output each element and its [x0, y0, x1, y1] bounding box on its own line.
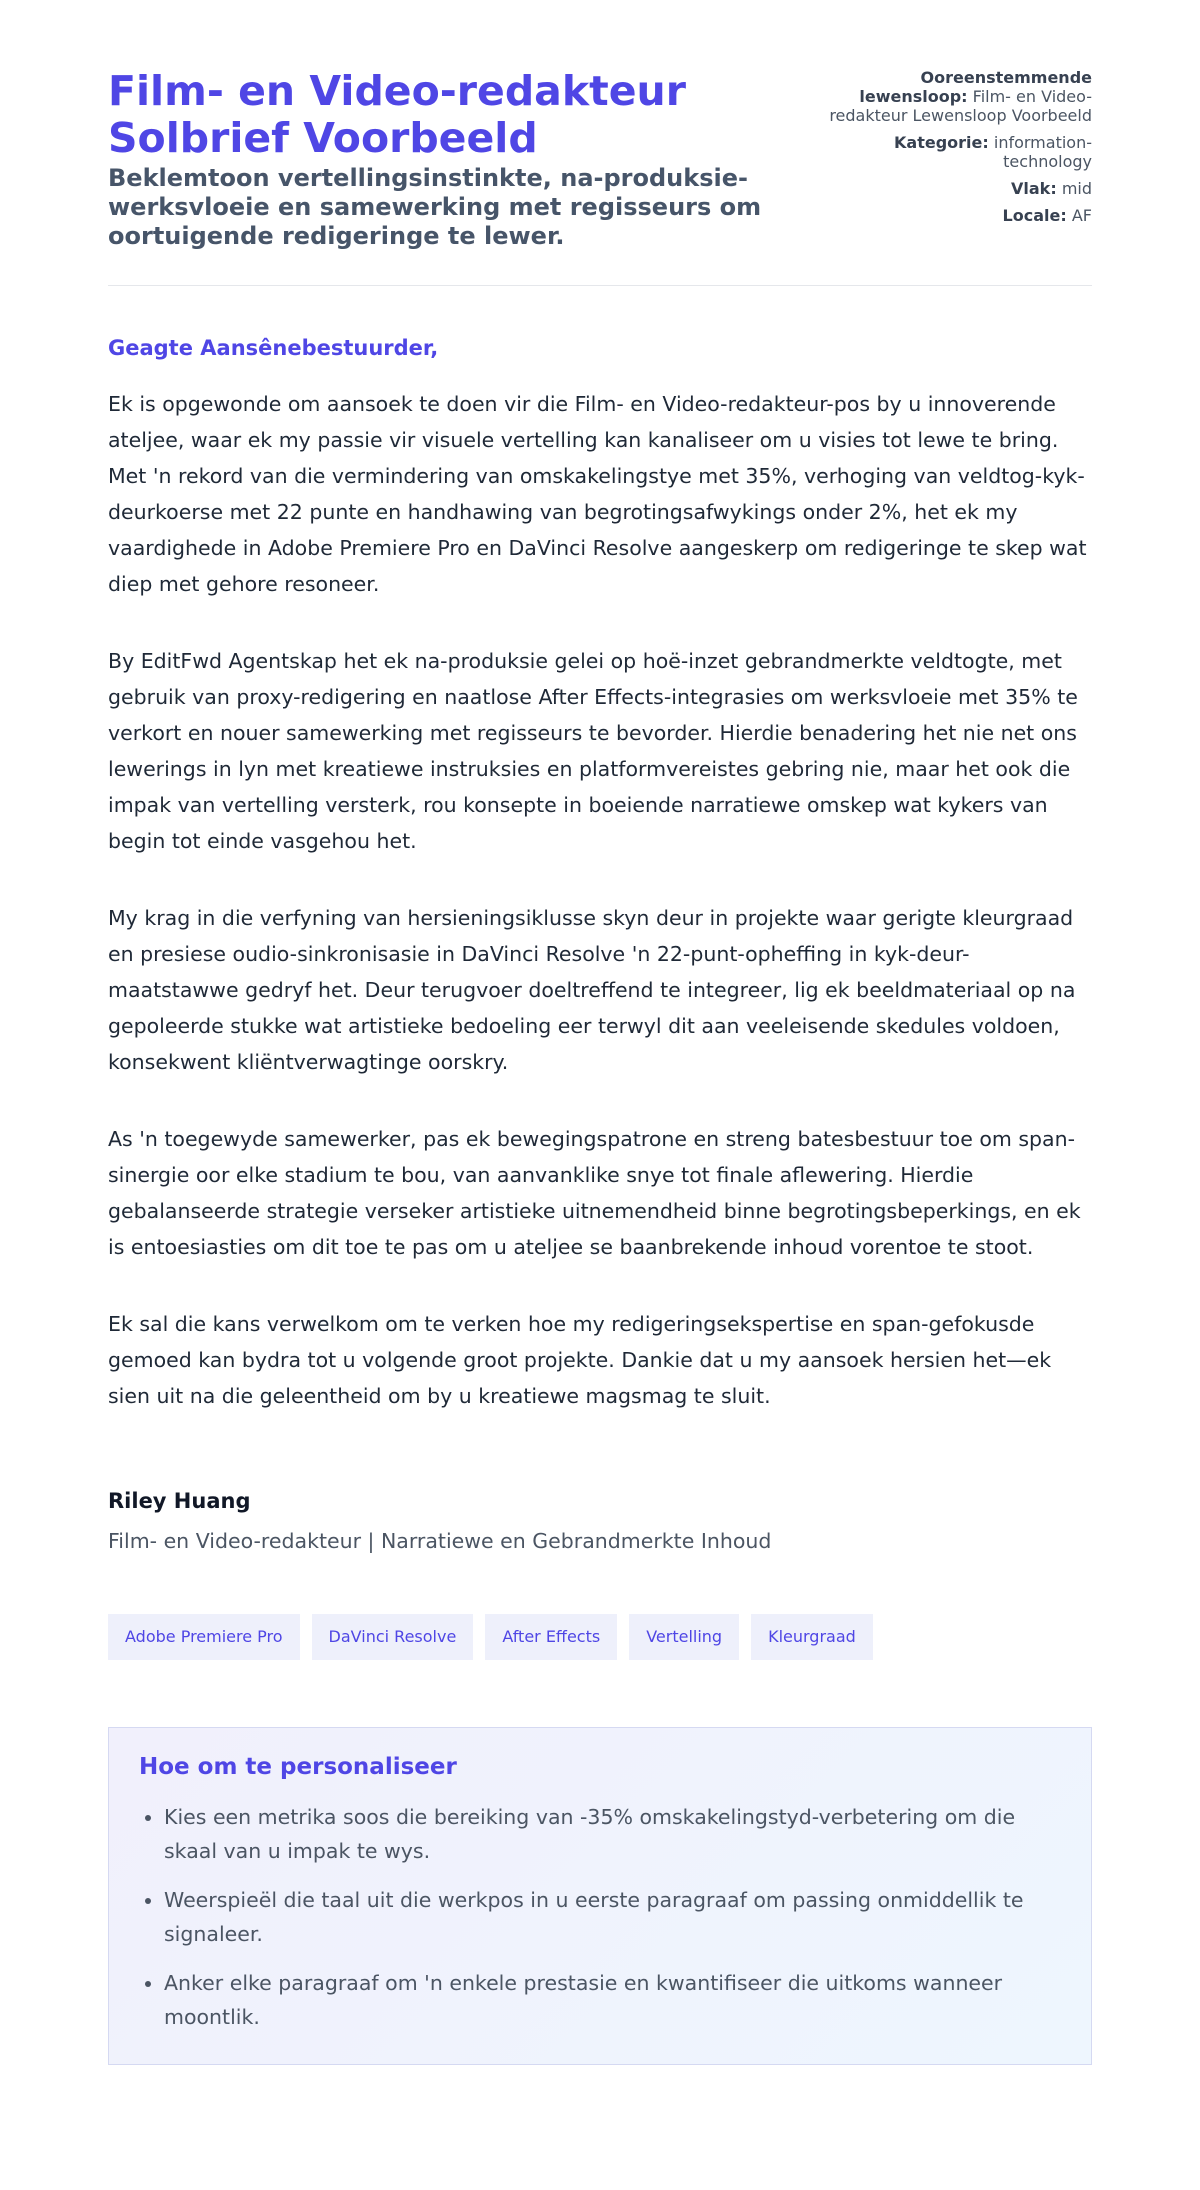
letter-paragraph: Ek is opgewonde om aansoek te doen vir die Film- en Video-redakteur-pos by u innoverende ateljee, waar ek my passie vir visuele vertelling kan kanaliseer om u visies tot lewe te bring. Met 'n rekord van die vermindering van omskakelingstye met 35%, verhoging van veldtog-kyk-deurkoerse met 22 punte en handhawing van begrotingsafwykings onder 2%, het ek my vaardighede in Adobe Premiere Pro en DaVinci Resolve aangeskerp om redigeringe te skep wat diep met gehore resoneer.	[108, 392, 1087, 596]
salutation: Geagte Aansênebestuurder,	[108, 336, 439, 360]
meta-value: information-technology	[993, 133, 1092, 171]
meta-key: Locale:	[1002, 206, 1067, 225]
letter-body	[108, 386, 1092, 1414]
meta-value-link[interactable]: Film- en Video-redakteur Lewensloop Voorbeeld	[829, 87, 1092, 125]
signature-name: Riley Huang	[108, 1489, 251, 1513]
meta-key: Ooreenstemmende lewensloop:	[859, 68, 1092, 106]
skill-tags	[108, 1614, 1092, 1660]
letter-paragraph: My krag in die verfyning van hersieningsiklusse skyn deur in projekte waar gerigte kleurgraad en presiese oudio-sinkronisasie in DaVinci Resolve 'n 22-punt-opheffing in kyk-deur-maatstawwe gedryf het. Deur terugvoer doeltreffend te integreer, lig ek beeldmateriaal op na gepoleerde stukke wat artistieke bedoeling eer terwyl dit aan veeleisende skedules voldoen, konsekwent kliëntverwagtinge oorskry.	[108, 906, 1076, 1074]
page-header	[108, 68, 1092, 286]
meta-panel	[822, 68, 1092, 233]
skill-tag: Vertelling	[629, 1614, 739, 1660]
tip-item: • Anker elke paragraaf om 'n enkele prestasie en kwantifiseer die uitkoms wanneer moontlik.	[164, 1966, 1061, 2034]
tips-title: Hoe om te personaliseer	[139, 1754, 457, 1780]
page-subtitle: Beklemtoon vertellingsinstinkte, na-produksie-werksvloeie en samewerking met regisseurs om oortuigende redigeringe te lewer.	[108, 164, 762, 250]
meta-locale	[822, 206, 1092, 225]
letter-paragraph: By EditFwd Agentskap het ek na-produksie gelei op hoë-inzet gebrandmerkte veldtogte, met gebruik van proxy-redigering en naatlose After Effects-integrasies om werksvloeie met 35% te verkort en nouer samewerking met regisseurs te bevorder. Hierdie benadering het nie net ons lewerings in lyn met kreatiewe instruksies en platformvereistes gebring nie, maar het ook die impak van vertelling versterk, rou konsepte in boeiende narratiewe omskep wat kykers van begin tot einde vasgehou het.	[108, 649, 1078, 853]
letter-paragraph: As 'n toegewyde samewerker, pas ek bewegingspatrone en streng batesbestuur toe om span-sinergie oor elke stadium te bou, van aanvanklike snye tot finale aflewering. Hierdie gebalanseerde strategie verseker artistieke uitnemendheid binne begrotingsbeperkings, en ek is entoesiasties om dit toe te pas om u ateljee se baanbrekende inhoud vorentoe te stoot.	[108, 1127, 1081, 1259]
meta-level	[822, 179, 1092, 198]
skill-tag: Kleurgraad	[751, 1614, 873, 1660]
meta-key: Kategorie:	[894, 133, 989, 152]
meta-matching-resume	[822, 68, 1092, 125]
skill-tag: Adobe Premiere Pro	[108, 1614, 300, 1660]
meta-value: mid	[1061, 179, 1092, 198]
tip-item: • Weerspieël die taal uit die werkpos in u eerste paragraaf om passing onmiddellik te signaleer.	[164, 1883, 1061, 1951]
meta-category	[822, 133, 1092, 171]
meta-value: AF	[1071, 206, 1092, 225]
page-title: Film- en Video-redakteur Solbrief Voorbeeld	[108, 67, 686, 162]
personalize-tips-box	[108, 1727, 1092, 2065]
tip-item: • Kies een metrika soos die bereiking van -35% omskakelingstyd-verbetering om die skaal van u impak te wys.	[164, 1800, 1061, 1868]
title-block	[108, 68, 808, 251]
skill-tag: DaVinci Resolve	[312, 1614, 474, 1660]
meta-key: Vlak:	[1011, 179, 1057, 198]
skill-tag: After Effects	[485, 1614, 617, 1660]
signature-role: Film- en Video-redakteur | Narratiewe en Gebrandmerkte Inhoud	[108, 1529, 772, 1553]
signature-block	[108, 1489, 1092, 1553]
letter-paragraph: Ek sal die kans verwelkom om te verken hoe my redigeringsekspertise en span-gefokusde gemoed kan bydra tot u volgende groot projekte. Dankie dat u my aansoek hersien het—ek sien uit na die geleentheid om by u kreatiewe magsmag te sluit.	[108, 1312, 1052, 1408]
tips-list	[139, 1800, 1061, 2034]
